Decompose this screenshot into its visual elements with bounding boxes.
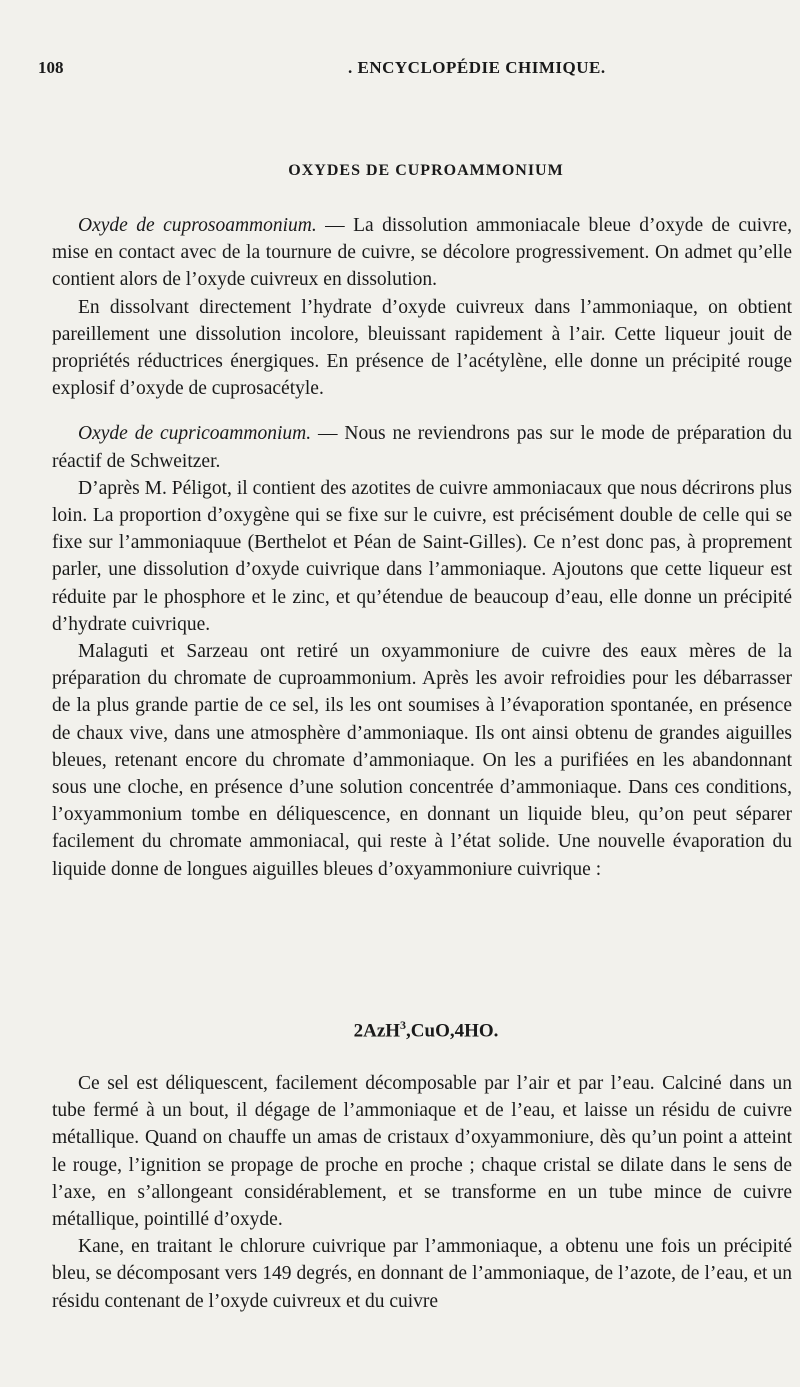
paragraph-lead: Oxyde de cuprosoammonium. (78, 215, 317, 236)
paragraph (52, 1070, 792, 1233)
paragraph-text: Malaguti et Sarzeau ont retiré un oxyammoniure de cuivre des eaux mères de la préparation du chromate de cuproammonium. Après les avoir refroidies pour les débarrasser de la plus grande partie de ce sel, ils les ont soumises à l’évaporation spontanée, en présence de chaux vive, dans une atmosphère d’ammoniaque. Ils ont ainsi obtenu de grandes aiguilles bleues, retenant encore du chromate d’ammoniaque. On les a purifiées en les abandonnant sous une cloche, en présence d’une solution concentrée d’ammoniaque. Dans ces conditions, l’oxyammonium tombe en déliquescence, en donnant un liquide bleu, qu’on peut séparer facilement du chromate ammoniacal, qui reste à l’état solide. Une nouvelle évaporation du liquide donne de longues aiguilles bleues d’oxyammoniure cuivrique : (52, 641, 792, 880)
formula-part: 2AzH (353, 1020, 401, 1042)
body-text-top (52, 212, 792, 883)
chemical-formula (0, 1018, 800, 1042)
paragraph (52, 420, 792, 474)
paragraph-lead: Oxyde de cupricoammonium. (78, 423, 312, 445)
paragraph-text: — Nous ne reviendrons pas sur le mode de préparation du réactif de Schweitzer. (52, 423, 793, 472)
running-title: . ENCYCLOPÉDIE CHIMIQUE. (348, 58, 606, 77)
body-text-bottom (52, 1070, 792, 1315)
formula-superscript: 3 (400, 1018, 407, 1032)
paragraph (52, 294, 792, 403)
paragraph-text: Kane, en traitant le chlorure cuivrique par l’ammoniaque, a obtenu une fois un précipité bleu, se décomposant vers 149 degrés, en donnant de l’ammoniaque, de l’azote, de l’eau, et un résidu contenant de l’oxyde cuivreux et du cuivre (52, 1236, 792, 1312)
page-header (38, 58, 758, 86)
page-number: 108 (38, 58, 64, 77)
section-title: OXYDES DE CUPROAMMONIUM (288, 162, 564, 179)
paragraph (52, 212, 792, 294)
paragraph (52, 638, 792, 883)
paragraph-text: En dissolvant directement l’hydrate d’oxyde cuivreux dans l’ammoniaque, on obtient pareillement une dissolution incolore, bleuissant rapidement à l’air. Cette liqueur jouit de propriétés réductrices énergiques. En présence de l’acétylène, elle donne un précipité rouge explosif d’oxyde de cuprosacétyle. (52, 296, 792, 400)
paragraph-text: D’après M. Péligot, il contient des azotites de cuivre ammoniacaux que nous décrirons plus loin. La proportion d’oxygène qui se fixe sur le cuivre, est précisément double de celle qui se fixe sur l’ammoniaquue (Berthelot et Péan de Saint-Gilles). Ce n’est donc pas, à proprement parler, une dissolution d’oxyde cuivrique dans l’ammoniaque. Ajoutons que cette liqueur est réduite par le phosphore et le zinc, et qu’étendue de beaucoup d’eau, elle donne un précipité d’hydrate cuivrique. (52, 477, 792, 635)
paragraph-text: — La dissolution ammoniacale bleue d’oxyde de cuivre, mise en contact avec de la tournure de cuivre, se décolore progressivement. On admet qu’elle contient alors de l’oxyde cuivreux en dissolution. (52, 215, 792, 291)
formula-part: ,CuO,4HO. (406, 1020, 499, 1042)
paragraph-text: Ce sel est déliquescent, facilement décomposable par l’air et par l’eau. Calciné dans un tube fermé à un bout, il dégage de l’ammoniaque et de l’eau, et laisse un résidu de cuivre métallique. Quand on chauffe un amas de cristaux d’oxyammoniure, dès qu’un point a atteint le rouge, l’ignition se propage de proche en proche ; chaque cristal se dilate dans le sens de l’axe, en s’allongeant considérablement, et se transforme en un tube mince de cuivre métallique, pointillé d’oxyde. (52, 1073, 792, 1231)
paragraph (52, 1233, 792, 1315)
paragraph (52, 475, 792, 638)
